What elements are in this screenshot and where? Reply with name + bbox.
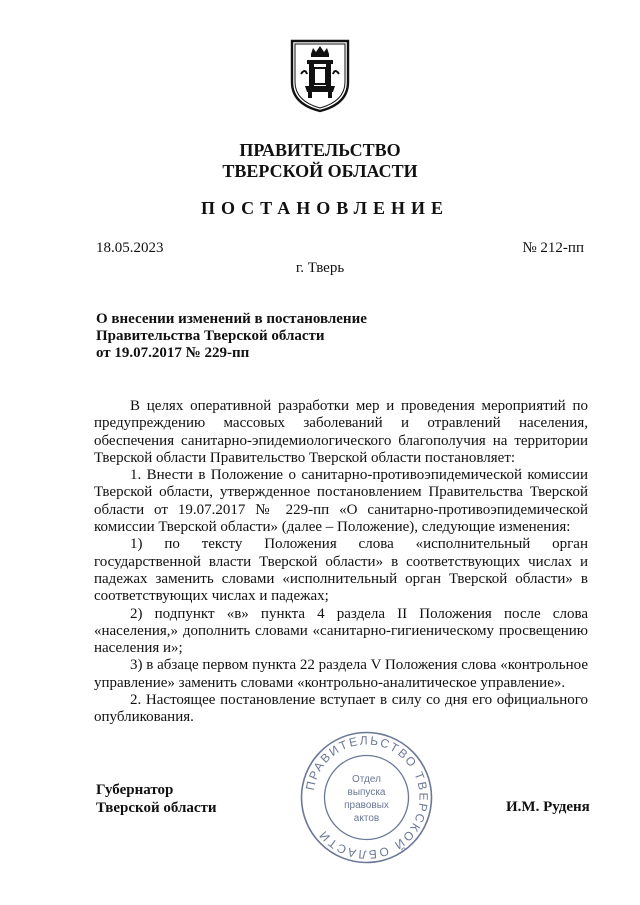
document-body xyxy=(94,398,588,727)
body-paragraph: 3) в абзаце первом пункта 22 раздела V Положения слова «контрольное управление» заменить словами «контрольно-аналитическое управление». xyxy=(94,657,588,691)
stamp-ring-text: ПРАВИТЕЛЬСТВО ТВЕРСКОЙ ОБЛАСТИ xyxy=(302,733,431,862)
official-stamp xyxy=(299,730,434,865)
document-date: 18.05.2023 xyxy=(96,240,164,256)
document-city: г. Тверь xyxy=(295,260,345,276)
subject-line: от 19.07.2017 № 229-пп xyxy=(96,345,250,361)
region-title: ТВЕРСКОЙ ОБЛАСТИ xyxy=(222,161,418,181)
body-paragraph: 2) подпункт «в» пункта 4 раздела II Положения после слова «населения,» дополнить словами «санитарно-гигиеническому просвещению населения и»; xyxy=(94,605,588,657)
document-subject xyxy=(96,311,367,362)
subject-line: Правительства Тверской области xyxy=(96,328,325,344)
subject-line: О внесении изменений в постановление xyxy=(96,311,367,327)
body-paragraph: 1. Внести в Положение о санитарно-противоэпидемической комиссии Тверской области, утвержденное постановлением Правительства Тверской области от 19.07.2017 № 229-пп «О санитарно-противоэпидемической комиссии Тверской области» (далее – Положение), следующие изменения: xyxy=(94,467,588,536)
stamp-center-text: правовых xyxy=(344,800,389,811)
tver-coat-of-arms-emblem xyxy=(289,38,351,114)
document-number: № 212-пп xyxy=(522,240,584,256)
signatory-title-line: Тверской области xyxy=(96,800,217,816)
signatory-title xyxy=(96,781,217,817)
document-type-heading: ПОСТАНОВЛЕНИЕ xyxy=(200,198,450,218)
signatory-title-line: Губернатор xyxy=(96,782,174,798)
body-paragraph: В целях оперативной разработки мер и проведения мероприятий по предупреждению массовых заболеваний и отравлений населения, обеспечения санитарно-эпидемиологического благополучия на территории Тверской области Правительство Тверской области постановляет: xyxy=(94,398,588,466)
signatory-name: И.М. Руденя xyxy=(506,799,590,815)
stamp-center-text: актов xyxy=(353,813,380,824)
stamp-center-text: Отдел xyxy=(352,774,381,785)
body-paragraph: 1) по тексту Положения слова «исполнительный орган государственной власти Тверской области» в соответствующих числах и падежах заменить словами «исполнительный орган Тверской области» в соответствующих числах и падежах; xyxy=(94,536,588,605)
stamp-center-text: выпуска xyxy=(347,787,386,798)
body-paragraph: 2. Настоящее постановление вступает в силу со дня его официального опубликования. xyxy=(94,692,588,726)
government-title: ПРАВИТЕЛЬСТВО xyxy=(239,140,401,160)
